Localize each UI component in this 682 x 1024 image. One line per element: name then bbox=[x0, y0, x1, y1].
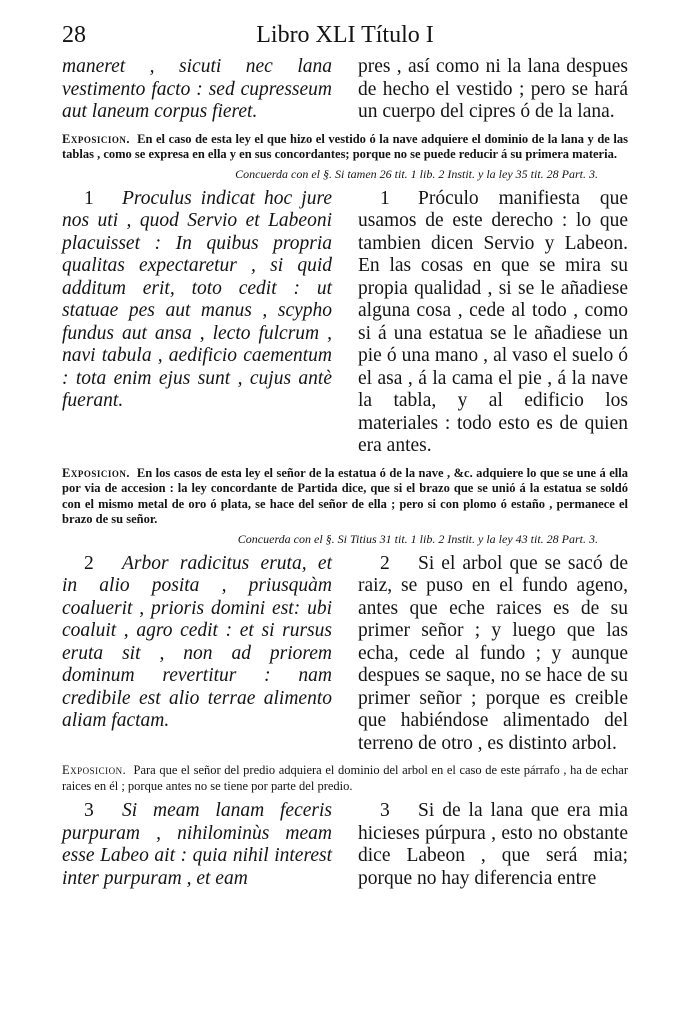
concordance-line: Concuerda con el §. Si tamen 26 tit. 1 lib. 2 Instit. y la ley 35 tit. 28 Part. 3. bbox=[235, 166, 598, 181]
exposition-label: Exposicion. bbox=[62, 763, 127, 777]
concordance-line: Concuerda con el §. Si Titius 31 tit. 1 lib. 2 Instit. y la ley 43 tit. 28 Part. 3. bbox=[237, 531, 598, 546]
paragraph-1 bbox=[62, 188, 628, 458]
latin-body: Proculus indicat hoc jure nos uti , quod Servio et Labeoni placuisset : In quibus propria qualitas expectaretur , si quid additum erit, toto cedit : ut statuae pes aut manus , scypho fundus aut ansa , lecto fulcrum , navi tabula , aedificio caementum : tota enim ejus sunt , cujus antè fuerant. bbox=[62, 187, 332, 411]
latin-body: Arbor radicitus eruta, et in alio posita , priusquàm coaluerit , prioris domini est: ubi coaluit , agro cedit : et si rursus eruta sit , non ad priorem dominum revertitur : nam credibile est alio terrae alimento aliam factam. bbox=[62, 552, 332, 731]
latin-text bbox=[62, 188, 332, 458]
spanish-text: pres , así como ni la lana despues de hecho el vestido ; pero se hará un cuerpo del cipres ó de la lana. bbox=[358, 56, 628, 122]
exposition-text: En el caso de esta ley el que hizo el vestido ó la nave adquiere el dominio de la lana y de las tablas , como se expresa en ella y en sus concordantes; porque no se puede reducir á su primera materia. bbox=[62, 131, 629, 161]
exposition-text: En los casos de esta ley el señor de la estatua ó de la nave , &c. adquiere lo que se une á ella por via de accesion : la ley concordante de Partida dice, que si el brazo que se unió á la estatua se soldó con el mismo metal de oro ó plata, se hace del señor de ella ; pero si con plomo ó estaño , permanece el brazo de su señor. bbox=[62, 465, 628, 526]
paragraph-3 bbox=[62, 800, 628, 890]
paragraph-number: 3 bbox=[380, 800, 390, 821]
exposition-label: Exposicion. bbox=[62, 465, 130, 480]
exposition-note bbox=[62, 466, 628, 528]
book-page bbox=[62, 22, 628, 890]
latin-text bbox=[62, 800, 332, 890]
exposition-text: Para que el señor del predio adquiera el dominio del arbol en el caso de este párrafo , ha de echar raices en él ; porque antes no se tiene por parte del predio. bbox=[62, 763, 629, 793]
spanish-text bbox=[358, 188, 628, 458]
spanish-text bbox=[358, 553, 628, 756]
paragraph-number: 3 bbox=[84, 800, 94, 821]
running-title: Libro XLI Título I bbox=[256, 22, 434, 48]
page-header bbox=[62, 22, 628, 56]
spanish-body: Si el arbol que se sacó de raiz, se puso en el fundo ageno, antes que eche raices es de su primer señor ; y luego que las echa, cede al fundo ; y aunque despues se saque, no se hace de su primer señor ; porque es creible que habiéndose alimentado del terreno de otro , es distinto arbol. bbox=[358, 552, 628, 754]
paragraph-number: 1 bbox=[84, 187, 94, 209]
paragraph-number: 2 bbox=[84, 552, 94, 574]
latin-text bbox=[62, 553, 332, 756]
page-number: 28 bbox=[62, 22, 86, 48]
exposition-label: Exposicion. bbox=[62, 131, 130, 146]
paragraph-number: 1 bbox=[380, 187, 390, 209]
spanish-body: Próculo manifiesta que usamos de este derecho : lo que tambien dicen Servio y Labeon. En las cosas en que se mira su propia qualidad , si se le añadiese alguna cosa , cede al todo , como si á una estatua se le añadiese un pie ó una mano , al vaso el suelo ó el asa , á la cama el pie , á la nave la tabla, y al edificio los materiales : todo esto es de quien era antes. bbox=[358, 187, 628, 456]
latin-body: Si meam lanam feceris purpuram , nihilominùs meam esse Labeo ait : quia nihil interest inter purpuram , et eam bbox=[62, 800, 332, 889]
paragraph-0 bbox=[62, 56, 628, 124]
spanish-body: Si de la lana que era mia hicieses púrpura , esto no obstante dice Labeon , que será mia; porque no hay diferencia entre bbox=[358, 800, 628, 889]
paragraph-number: 2 bbox=[380, 552, 390, 574]
exposition-note bbox=[62, 763, 628, 794]
latin-text: maneret , sicuti nec lana vestimento facto : sed cupresseum aut laneum corpus fieret. bbox=[62, 56, 332, 122]
spanish-text bbox=[358, 800, 628, 890]
paragraph-2 bbox=[62, 553, 628, 756]
exposition-note bbox=[62, 132, 628, 163]
